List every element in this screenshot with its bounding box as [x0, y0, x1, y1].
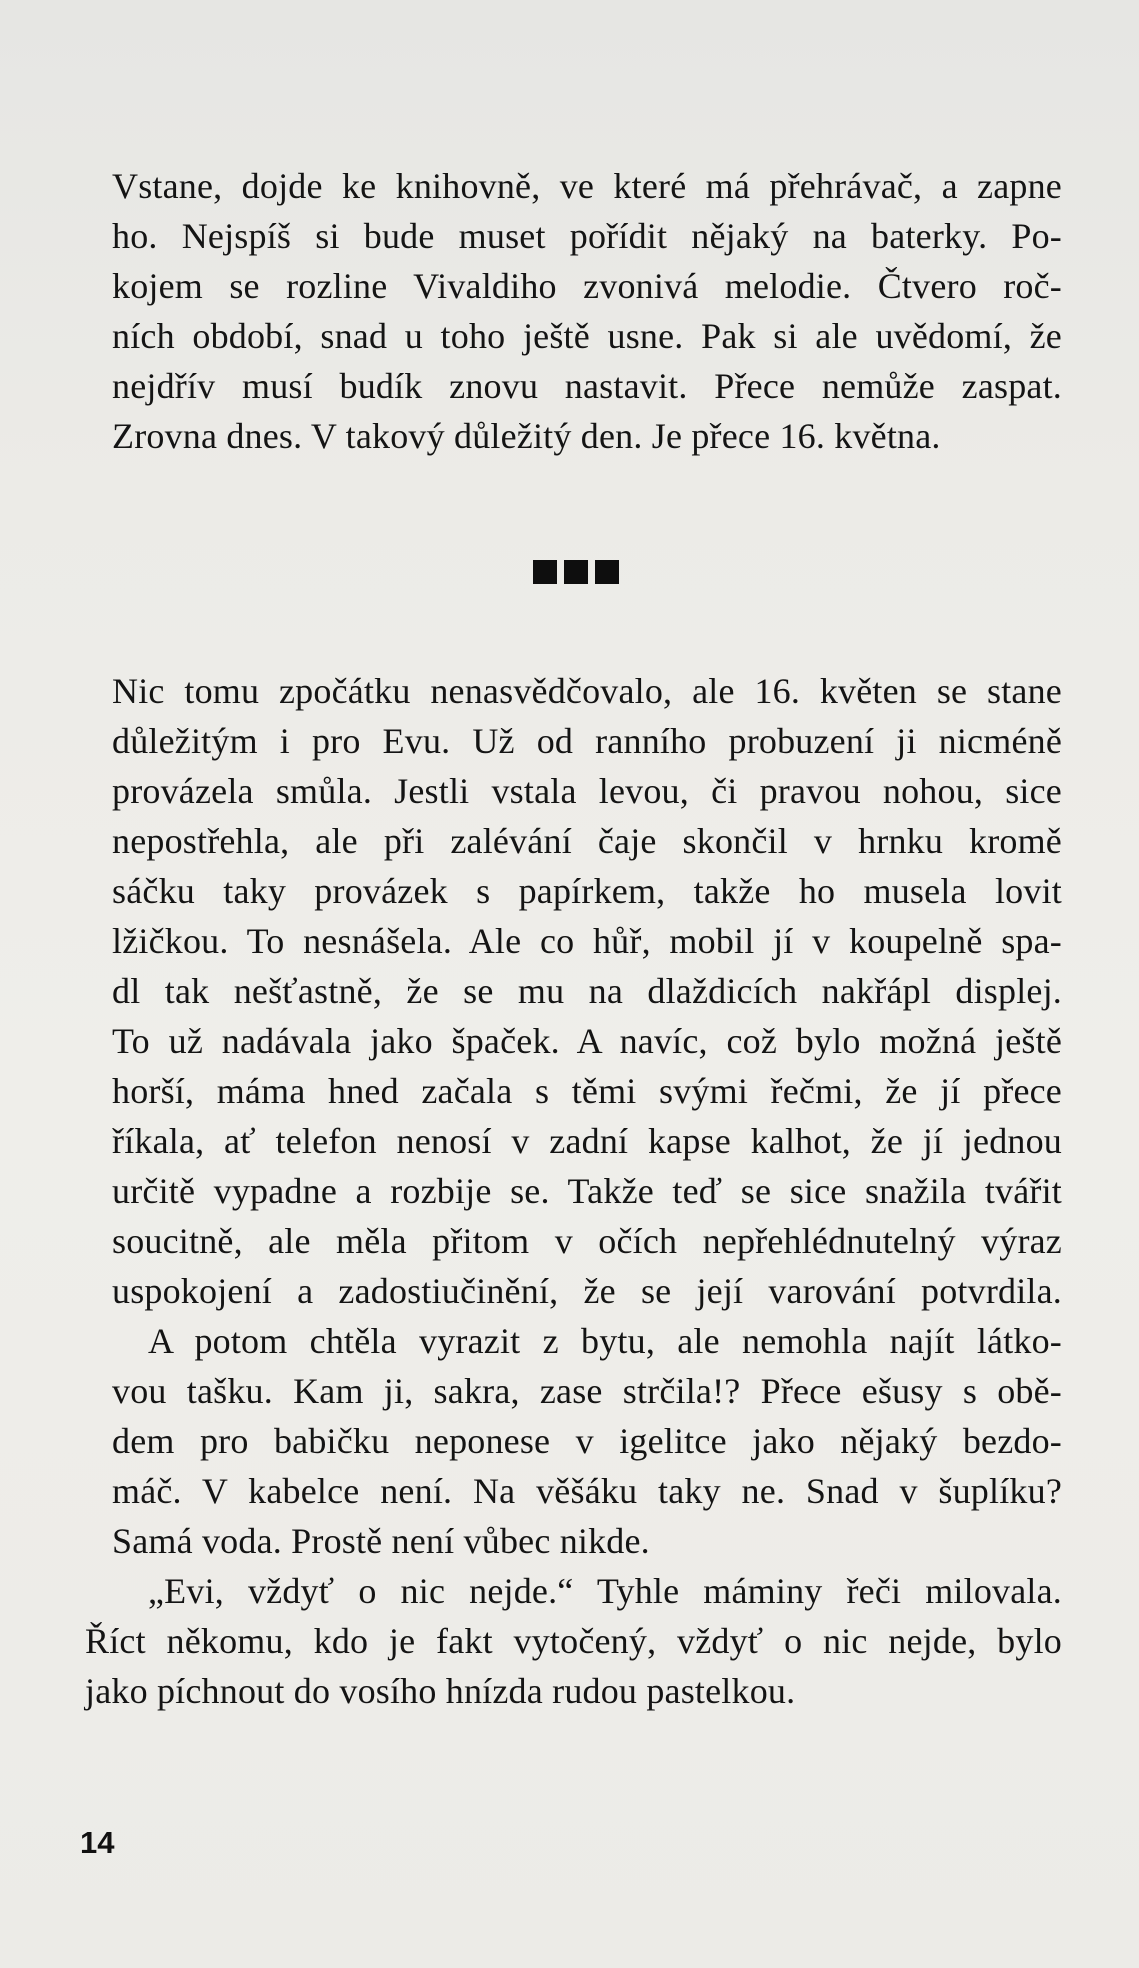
- text-line: To už nadávala jako špaček. A navíc, což bylo možná ještě: [112, 1021, 1062, 1061]
- text-line: nejdřív musí budík znovu nastavit. Přece nemůže zaspat.: [112, 366, 1062, 406]
- text-line: vou tašku. Kam ji, sakra, zase strčila!? Přece ešusy s obě-: [112, 1371, 1062, 1411]
- text-line: soucitně, ale měla přitom v očích nepřehlédnutelný výraz: [112, 1221, 1062, 1261]
- text-line: Říct někomu, kdo je fakt vytočený, vždyť o nic nejde, bylo: [85, 1621, 1062, 1661]
- page-number: 14: [80, 1825, 115, 1860]
- text-line: Nic tomu zpočátku nenasvědčovalo, ale 16. květen se stane: [112, 671, 1062, 711]
- text-line: lžičkou. To nesnášela. Ale co hůř, mobil jí v koupelně spa-: [112, 921, 1062, 961]
- text-line: sáčku taky provázek s papírkem, takže ho musela lovit: [112, 871, 1062, 911]
- text-line: uspokojení a zadostiučinění, že se její varování potvrdila.: [112, 1271, 1062, 1311]
- text-line: ho. Nejspíš si bude muset pořídit nějaký na baterky. Po-: [112, 216, 1062, 256]
- section-separator: [533, 560, 619, 586]
- separator-square-icon: [564, 560, 588, 584]
- text-line: máč. V kabelce není. Na věšáku taky ne. Snad v šuplíku?: [112, 1471, 1062, 1511]
- text-line: důležitým i pro Evu. Už od ranního probuzení ji nicméně: [112, 721, 1062, 761]
- text-line: říkala, ať telefon nenosí v zadní kapse kalhot, že jí jednou: [112, 1121, 1062, 1161]
- text-line: kojem se rozline Vivaldiho zvonivá melodie. Čtvero roč-: [112, 266, 1062, 306]
- separator-square-icon: [533, 560, 557, 584]
- text-line: jako píchnout do vosího hnízda rudou pastelkou.: [85, 1671, 796, 1711]
- text-line: A potom chtěla vyrazit z bytu, ale nemohla najít látko-: [148, 1321, 1062, 1361]
- text-line: určitě vypadne a rozbije se. Takže teď se sice snažila tvářit: [112, 1171, 1062, 1211]
- text-line: Vstane, dojde ke knihovně, ve které má přehrávač, a zapne: [112, 166, 1062, 206]
- text-line: dem pro babičku neponese v igelitce jako nějaký bezdo-: [112, 1421, 1062, 1461]
- separator-square-icon: [595, 560, 619, 584]
- text-line: provázela smůla. Jestli vstala levou, či pravou nohou, sice: [112, 771, 1062, 811]
- text-line: horší, máma hned začala s těmi svými řečmi, že jí přece: [112, 1071, 1062, 1111]
- text-line: nepostřehla, ale při zalévání čaje skončil v hrnku kromě: [112, 821, 1062, 861]
- text-line: „Evi, vždyť o nic nejde.“ Tyhle máminy řeči milovala.: [148, 1571, 1062, 1611]
- text-line: ních období, snad u toho ještě usne. Pak si ale uvědomí, že: [112, 316, 1062, 356]
- text-line: dl tak nešťastně, že se mu na dlaždicích nakřápl displej.: [112, 971, 1062, 1011]
- text-line: Zrovna dnes. V takový důležitý den. Je přece 16. května.: [112, 416, 941, 456]
- text-line: Samá voda. Prostě není vůbec nikde.: [112, 1521, 650, 1561]
